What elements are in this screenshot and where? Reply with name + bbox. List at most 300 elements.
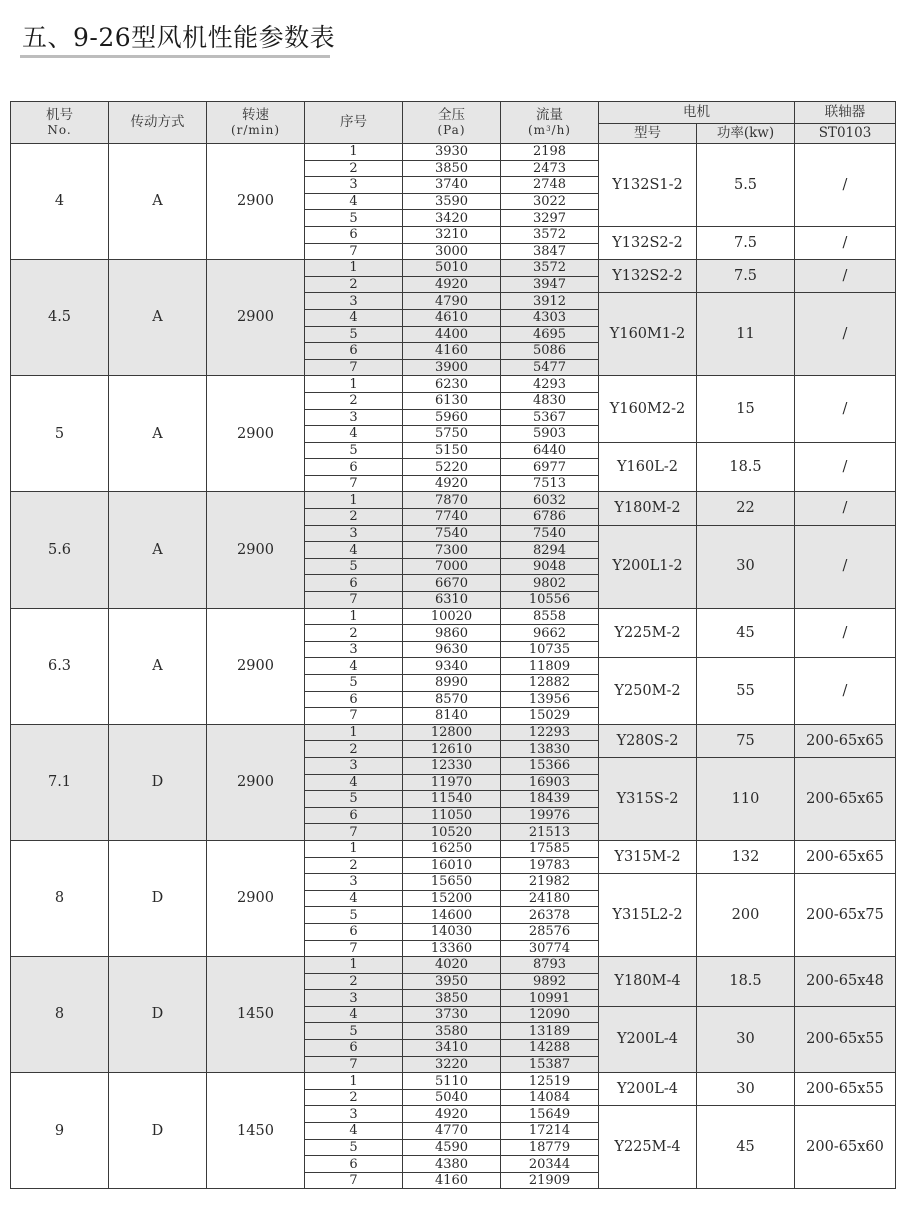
pressure-cell: 6130 xyxy=(403,392,501,409)
seq-cell: 5 xyxy=(305,791,403,808)
table-row xyxy=(11,724,896,741)
coupling-cell: 200-65x55 xyxy=(795,1073,896,1106)
seq-cell: 5 xyxy=(305,558,403,575)
pressure-cell: 3210 xyxy=(403,226,501,243)
pressure-cell: 13360 xyxy=(403,940,501,957)
motor-power-cell: 30 xyxy=(697,1073,795,1106)
pressure-cell: 3220 xyxy=(403,1056,501,1073)
header-machine-no-cn: 机号 xyxy=(46,107,73,123)
seq-cell: 5 xyxy=(305,210,403,227)
pressure-cell: 5220 xyxy=(403,459,501,476)
flow-cell: 17214 xyxy=(501,1123,599,1140)
pressure-cell: 5960 xyxy=(403,409,501,426)
coupling-cell: / xyxy=(795,376,896,442)
flow-cell: 3947 xyxy=(501,276,599,293)
flow-cell: 3572 xyxy=(501,226,599,243)
seq-cell: 6 xyxy=(305,343,403,360)
pressure-cell: 5150 xyxy=(403,442,501,459)
motor-power-cell: 15 xyxy=(697,376,795,442)
flow-cell: 9802 xyxy=(501,575,599,592)
motor-power-cell: 7.5 xyxy=(697,260,795,293)
pressure-cell: 4400 xyxy=(403,326,501,343)
header-pressure-label: 全压 xyxy=(438,107,465,123)
seq-cell: 3 xyxy=(305,757,403,774)
seq-cell: 1 xyxy=(305,840,403,857)
seq-cell: 1 xyxy=(305,608,403,625)
seq-cell: 1 xyxy=(305,957,403,974)
flow-cell: 17585 xyxy=(501,840,599,857)
seq-cell: 5 xyxy=(305,907,403,924)
seq-cell: 6 xyxy=(305,807,403,824)
seq-cell: 3 xyxy=(305,641,403,658)
motor-power-cell: 55 xyxy=(697,658,795,724)
flow-cell: 11809 xyxy=(501,658,599,675)
flow-cell: 8793 xyxy=(501,957,599,974)
flow-cell: 15387 xyxy=(501,1056,599,1073)
motor-power-cell: 30 xyxy=(697,525,795,608)
flow-cell: 2198 xyxy=(501,144,599,161)
pressure-cell: 5750 xyxy=(403,426,501,443)
flow-cell: 21982 xyxy=(501,874,599,891)
flow-cell: 6977 xyxy=(501,459,599,476)
flow-cell: 12090 xyxy=(501,1006,599,1023)
pressure-cell: 8990 xyxy=(403,675,501,692)
flow-cell: 9662 xyxy=(501,625,599,642)
header-drive: 传动方式 xyxy=(109,102,207,144)
motor-model-cell: Y132S1-2 xyxy=(599,144,697,227)
flow-cell: 15366 xyxy=(501,757,599,774)
flow-cell: 18439 xyxy=(501,791,599,808)
flow-cell: 7540 xyxy=(501,525,599,542)
drive-cell: A xyxy=(109,608,207,724)
pressure-cell: 9630 xyxy=(403,641,501,658)
flow-cell: 12882 xyxy=(501,675,599,692)
flow-cell: 15649 xyxy=(501,1106,599,1123)
seq-cell: 6 xyxy=(305,691,403,708)
header-motor-power: 功率(kw) xyxy=(697,124,795,144)
seq-cell: 1 xyxy=(305,1073,403,1090)
flow-cell: 6786 xyxy=(501,509,599,526)
header-flow xyxy=(501,102,599,144)
table-body xyxy=(11,144,896,1189)
header-flow-label: 流量 xyxy=(536,107,563,123)
flow-cell: 30774 xyxy=(501,940,599,957)
seq-cell: 7 xyxy=(305,475,403,492)
motor-model-cell: Y160M1-2 xyxy=(599,293,697,376)
coupling-cell: 200-65x65 xyxy=(795,840,896,873)
coupling-cell: 200-65x65 xyxy=(795,724,896,757)
drive-cell: A xyxy=(109,144,207,260)
header-pressure xyxy=(403,102,501,144)
motor-power-cell: 11 xyxy=(697,293,795,376)
table-row xyxy=(11,376,896,393)
seq-cell: 2 xyxy=(305,857,403,874)
pressure-cell: 10520 xyxy=(403,824,501,841)
pressure-cell: 10020 xyxy=(403,608,501,625)
seq-cell: 5 xyxy=(305,326,403,343)
header-speed xyxy=(207,102,305,144)
pressure-cell: 3730 xyxy=(403,1006,501,1023)
pressure-cell: 3850 xyxy=(403,160,501,177)
flow-cell: 2473 xyxy=(501,160,599,177)
pressure-cell: 16010 xyxy=(403,857,501,874)
pressure-cell: 6230 xyxy=(403,376,501,393)
drive-cell: A xyxy=(109,376,207,492)
seq-cell: 6 xyxy=(305,226,403,243)
seq-cell: 3 xyxy=(305,525,403,542)
coupling-cell: / xyxy=(795,492,896,525)
pressure-cell: 4160 xyxy=(403,1172,501,1189)
seq-cell: 5 xyxy=(305,1139,403,1156)
pressure-cell: 3850 xyxy=(403,990,501,1007)
machine-no-cell: 6.3 xyxy=(11,608,109,724)
flow-cell: 14288 xyxy=(501,1040,599,1057)
pressure-cell: 9860 xyxy=(403,625,501,642)
motor-model-cell: Y315S-2 xyxy=(599,757,697,840)
seq-cell: 1 xyxy=(305,260,403,277)
pressure-cell: 5010 xyxy=(403,260,501,277)
header-machine-no xyxy=(11,102,109,144)
seq-cell: 6 xyxy=(305,459,403,476)
pressure-cell: 7740 xyxy=(403,509,501,526)
seq-cell: 7 xyxy=(305,359,403,376)
pressure-cell: 7300 xyxy=(403,542,501,559)
page-title: 五、9-26型风机性能参数表 xyxy=(22,23,336,52)
seq-cell: 2 xyxy=(305,625,403,642)
pressure-cell: 3580 xyxy=(403,1023,501,1040)
seq-cell: 3 xyxy=(305,409,403,426)
seq-cell: 2 xyxy=(305,392,403,409)
seq-cell: 3 xyxy=(305,293,403,310)
flow-cell: 18779 xyxy=(501,1139,599,1156)
motor-power-cell: 200 xyxy=(697,874,795,957)
seq-cell: 4 xyxy=(305,426,403,443)
seq-cell: 5 xyxy=(305,442,403,459)
flow-cell: 19976 xyxy=(501,807,599,824)
flow-cell: 6440 xyxy=(501,442,599,459)
motor-power-cell: 45 xyxy=(697,1106,795,1189)
seq-cell: 2 xyxy=(305,741,403,758)
header-motor-model: 型号 xyxy=(599,124,697,144)
seq-cell: 5 xyxy=(305,675,403,692)
flow-cell: 28576 xyxy=(501,923,599,940)
pressure-cell: 5110 xyxy=(403,1073,501,1090)
motor-model-cell: Y200L-4 xyxy=(599,1006,697,1072)
flow-cell: 5477 xyxy=(501,359,599,376)
flow-cell: 13956 xyxy=(501,691,599,708)
seq-cell: 4 xyxy=(305,1006,403,1023)
pressure-cell: 12610 xyxy=(403,741,501,758)
coupling-cell: 200-65x55 xyxy=(795,1006,896,1072)
seq-cell: 1 xyxy=(305,144,403,161)
coupling-cell: 200-65x60 xyxy=(795,1106,896,1189)
pressure-cell: 4770 xyxy=(403,1123,501,1140)
flow-cell: 10556 xyxy=(501,592,599,609)
seq-cell: 3 xyxy=(305,874,403,891)
seq-cell: 4 xyxy=(305,193,403,210)
pressure-cell: 3740 xyxy=(403,177,501,194)
pressure-cell: 4380 xyxy=(403,1156,501,1173)
header-flow-unit: $(m^3/h)$ xyxy=(528,123,571,137)
flow-cell: 15029 xyxy=(501,708,599,725)
flow-cell: 12293 xyxy=(501,724,599,741)
motor-model-cell: Y180M-4 xyxy=(599,957,697,1007)
pressure-cell: 3000 xyxy=(403,243,501,260)
flow-cell: 5367 xyxy=(501,409,599,426)
pressure-cell: 11970 xyxy=(403,774,501,791)
motor-model-cell: Y280S-2 xyxy=(599,724,697,757)
pressure-cell: 3420 xyxy=(403,210,501,227)
seq-cell: 1 xyxy=(305,492,403,509)
flow-cell: 4695 xyxy=(501,326,599,343)
seq-cell: 2 xyxy=(305,160,403,177)
pressure-cell: 4920 xyxy=(403,276,501,293)
motor-model-cell: Y160L-2 xyxy=(599,442,697,492)
motor-power-cell: 5.5 xyxy=(697,144,795,227)
header-speed-unit: (r/min) xyxy=(230,123,281,137)
seq-cell: 6 xyxy=(305,575,403,592)
pressure-cell: 14030 xyxy=(403,923,501,940)
seq-cell: 4 xyxy=(305,542,403,559)
flow-cell: 21909 xyxy=(501,1172,599,1189)
seq-cell: 5 xyxy=(305,1023,403,1040)
seq-cell: 4 xyxy=(305,890,403,907)
speed-cell: 2900 xyxy=(207,608,305,724)
table-row xyxy=(11,260,896,277)
motor-model-cell: Y250M-2 xyxy=(599,658,697,724)
seq-cell: 2 xyxy=(305,509,403,526)
title-underline xyxy=(20,55,330,58)
motor-model-cell: Y180M-2 xyxy=(599,492,697,525)
flow-cell: 3022 xyxy=(501,193,599,210)
motor-model-cell: Y315L2-2 xyxy=(599,874,697,957)
seq-cell: 6 xyxy=(305,1040,403,1057)
motor-model-cell: Y200L-4 xyxy=(599,1073,697,1106)
speed-cell: 2900 xyxy=(207,144,305,260)
motor-power-cell: 132 xyxy=(697,840,795,873)
pressure-cell: 6310 xyxy=(403,592,501,609)
pressure-cell: 8570 xyxy=(403,691,501,708)
flow-cell: 2748 xyxy=(501,177,599,194)
drive-cell: D xyxy=(109,840,207,956)
speed-cell: 2900 xyxy=(207,840,305,956)
header-coupling-code: ST0103 xyxy=(795,124,896,144)
flow-cell: 7513 xyxy=(501,475,599,492)
pressure-cell: 12800 xyxy=(403,724,501,741)
coupling-cell: 200-65x75 xyxy=(795,874,896,957)
table-row xyxy=(11,1073,896,1090)
flow-cell: 5903 xyxy=(501,426,599,443)
pressure-cell: 4610 xyxy=(403,309,501,326)
flow-cell: 6032 xyxy=(501,492,599,509)
flow-cell: 16903 xyxy=(501,774,599,791)
machine-no-cell: 5 xyxy=(11,376,109,492)
flow-cell: 3572 xyxy=(501,260,599,277)
pressure-cell: 4790 xyxy=(403,293,501,310)
pressure-cell: 15650 xyxy=(403,874,501,891)
flow-cell: 12519 xyxy=(501,1073,599,1090)
drive-cell: D xyxy=(109,957,207,1073)
motor-model-cell: Y132S2-2 xyxy=(599,260,697,293)
fan-performance-table xyxy=(10,101,896,1189)
flow-cell: 24180 xyxy=(501,890,599,907)
speed-cell: 2900 xyxy=(207,260,305,376)
pressure-cell: 3410 xyxy=(403,1040,501,1057)
motor-power-cell: 7.5 xyxy=(697,226,795,259)
flow-cell: 9048 xyxy=(501,558,599,575)
seq-cell: 7 xyxy=(305,824,403,841)
seq-cell: 4 xyxy=(305,1123,403,1140)
coupling-cell: / xyxy=(795,260,896,293)
table-row xyxy=(11,608,896,625)
flow-cell: 5086 xyxy=(501,343,599,360)
seq-cell: 2 xyxy=(305,276,403,293)
machine-no-cell: 8 xyxy=(11,957,109,1073)
seq-cell: 7 xyxy=(305,243,403,260)
motor-power-cell: 18.5 xyxy=(697,957,795,1007)
flow-cell: 13830 xyxy=(501,741,599,758)
motor-model-cell: Y132S2-2 xyxy=(599,226,697,259)
seq-cell: 3 xyxy=(305,1106,403,1123)
speed-cell: 2900 xyxy=(207,376,305,492)
table-row xyxy=(11,957,896,974)
motor-model-cell: Y315M-2 xyxy=(599,840,697,873)
motor-power-cell: 18.5 xyxy=(697,442,795,492)
coupling-cell: / xyxy=(795,293,896,376)
pressure-cell: 3590 xyxy=(403,193,501,210)
motor-model-cell: Y160M2-2 xyxy=(599,376,697,442)
speed-cell: 1450 xyxy=(207,1073,305,1189)
header-pressure-unit: (Pa) xyxy=(437,123,466,137)
seq-cell: 4 xyxy=(305,774,403,791)
table-row xyxy=(11,492,896,509)
seq-cell: 7 xyxy=(305,708,403,725)
machine-no-cell: 8 xyxy=(11,840,109,956)
coupling-cell: / xyxy=(795,658,896,724)
pressure-cell: 7540 xyxy=(403,525,501,542)
coupling-cell: 200-65x65 xyxy=(795,757,896,840)
pressure-cell: 3900 xyxy=(403,359,501,376)
drive-cell: A xyxy=(109,260,207,376)
seq-cell: 1 xyxy=(305,376,403,393)
pressure-cell: 9340 xyxy=(403,658,501,675)
flow-cell: 20344 xyxy=(501,1156,599,1173)
seq-cell: 3 xyxy=(305,177,403,194)
header-seq: 序号 xyxy=(305,102,403,144)
motor-power-cell: 45 xyxy=(697,608,795,658)
flow-cell: 21513 xyxy=(501,824,599,841)
pressure-cell: 4590 xyxy=(403,1139,501,1156)
pressure-cell: 3930 xyxy=(403,144,501,161)
header-speed-label: 转速 xyxy=(242,107,269,123)
seq-cell: 2 xyxy=(305,973,403,990)
flow-cell: 3297 xyxy=(501,210,599,227)
seq-cell: 4 xyxy=(305,309,403,326)
coupling-cell: / xyxy=(795,608,896,658)
motor-power-cell: 75 xyxy=(697,724,795,757)
header-motor: 电机 xyxy=(599,102,795,124)
flow-cell: 13189 xyxy=(501,1023,599,1040)
seq-cell: 7 xyxy=(305,1056,403,1073)
pressure-cell: 15200 xyxy=(403,890,501,907)
drive-cell: D xyxy=(109,724,207,840)
coupling-cell: / xyxy=(795,442,896,492)
table-row xyxy=(11,144,896,161)
motor-model-cell: Y225M-4 xyxy=(599,1106,697,1189)
pressure-cell: 8140 xyxy=(403,708,501,725)
flow-cell: 4293 xyxy=(501,376,599,393)
table-row xyxy=(11,840,896,857)
seq-cell: 2 xyxy=(305,1089,403,1106)
flow-cell: 4830 xyxy=(501,392,599,409)
flow-cell: 14084 xyxy=(501,1089,599,1106)
pressure-cell: 11540 xyxy=(403,791,501,808)
coupling-cell: / xyxy=(795,525,896,608)
seq-cell: 1 xyxy=(305,724,403,741)
header-machine-no-en: No. xyxy=(47,123,72,137)
speed-cell: 1450 xyxy=(207,957,305,1073)
machine-no-cell: 9 xyxy=(11,1073,109,1189)
seq-cell: 7 xyxy=(305,1172,403,1189)
coupling-cell: / xyxy=(795,144,896,227)
flow-cell: 8558 xyxy=(501,608,599,625)
machine-no-cell: 4 xyxy=(11,144,109,260)
pressure-cell: 14600 xyxy=(403,907,501,924)
seq-cell: 6 xyxy=(305,923,403,940)
drive-cell: D xyxy=(109,1073,207,1189)
coupling-cell: 200-65x48 xyxy=(795,957,896,1007)
pressure-cell: 4920 xyxy=(403,475,501,492)
coupling-cell: / xyxy=(795,226,896,259)
pressure-cell: 12330 xyxy=(403,757,501,774)
pressure-cell: 5040 xyxy=(403,1089,501,1106)
motor-model-cell: Y225M-2 xyxy=(599,608,697,658)
machine-no-cell: 4.5 xyxy=(11,260,109,376)
seq-cell: 3 xyxy=(305,990,403,1007)
speed-cell: 2900 xyxy=(207,724,305,840)
pressure-cell: 6670 xyxy=(403,575,501,592)
flow-cell: 26378 xyxy=(501,907,599,924)
flow-cell: 3912 xyxy=(501,293,599,310)
pressure-cell: 4920 xyxy=(403,1106,501,1123)
pressure-cell: 11050 xyxy=(403,807,501,824)
flow-cell: 9892 xyxy=(501,973,599,990)
drive-cell: A xyxy=(109,492,207,608)
machine-no-cell: 7.1 xyxy=(11,724,109,840)
flow-cell: 3847 xyxy=(501,243,599,260)
seq-cell: 7 xyxy=(305,592,403,609)
pressure-cell: 4020 xyxy=(403,957,501,974)
pressure-cell: 4160 xyxy=(403,343,501,360)
flow-cell: 4303 xyxy=(501,309,599,326)
flow-cell: 10991 xyxy=(501,990,599,1007)
machine-no-cell: 5.6 xyxy=(11,492,109,608)
motor-model-cell: Y200L1-2 xyxy=(599,525,697,608)
seq-cell: 4 xyxy=(305,658,403,675)
flow-cell: 8294 xyxy=(501,542,599,559)
pressure-cell: 16250 xyxy=(403,840,501,857)
motor-power-cell: 22 xyxy=(697,492,795,525)
speed-cell: 2900 xyxy=(207,492,305,608)
seq-cell: 6 xyxy=(305,1156,403,1173)
pressure-cell: 3950 xyxy=(403,973,501,990)
pressure-cell: 7000 xyxy=(403,558,501,575)
flow-cell: 10735 xyxy=(501,641,599,658)
motor-power-cell: 30 xyxy=(697,1006,795,1072)
flow-cell: 19783 xyxy=(501,857,599,874)
motor-power-cell: 110 xyxy=(697,757,795,840)
header-coupling: 联轴器 xyxy=(795,102,896,124)
